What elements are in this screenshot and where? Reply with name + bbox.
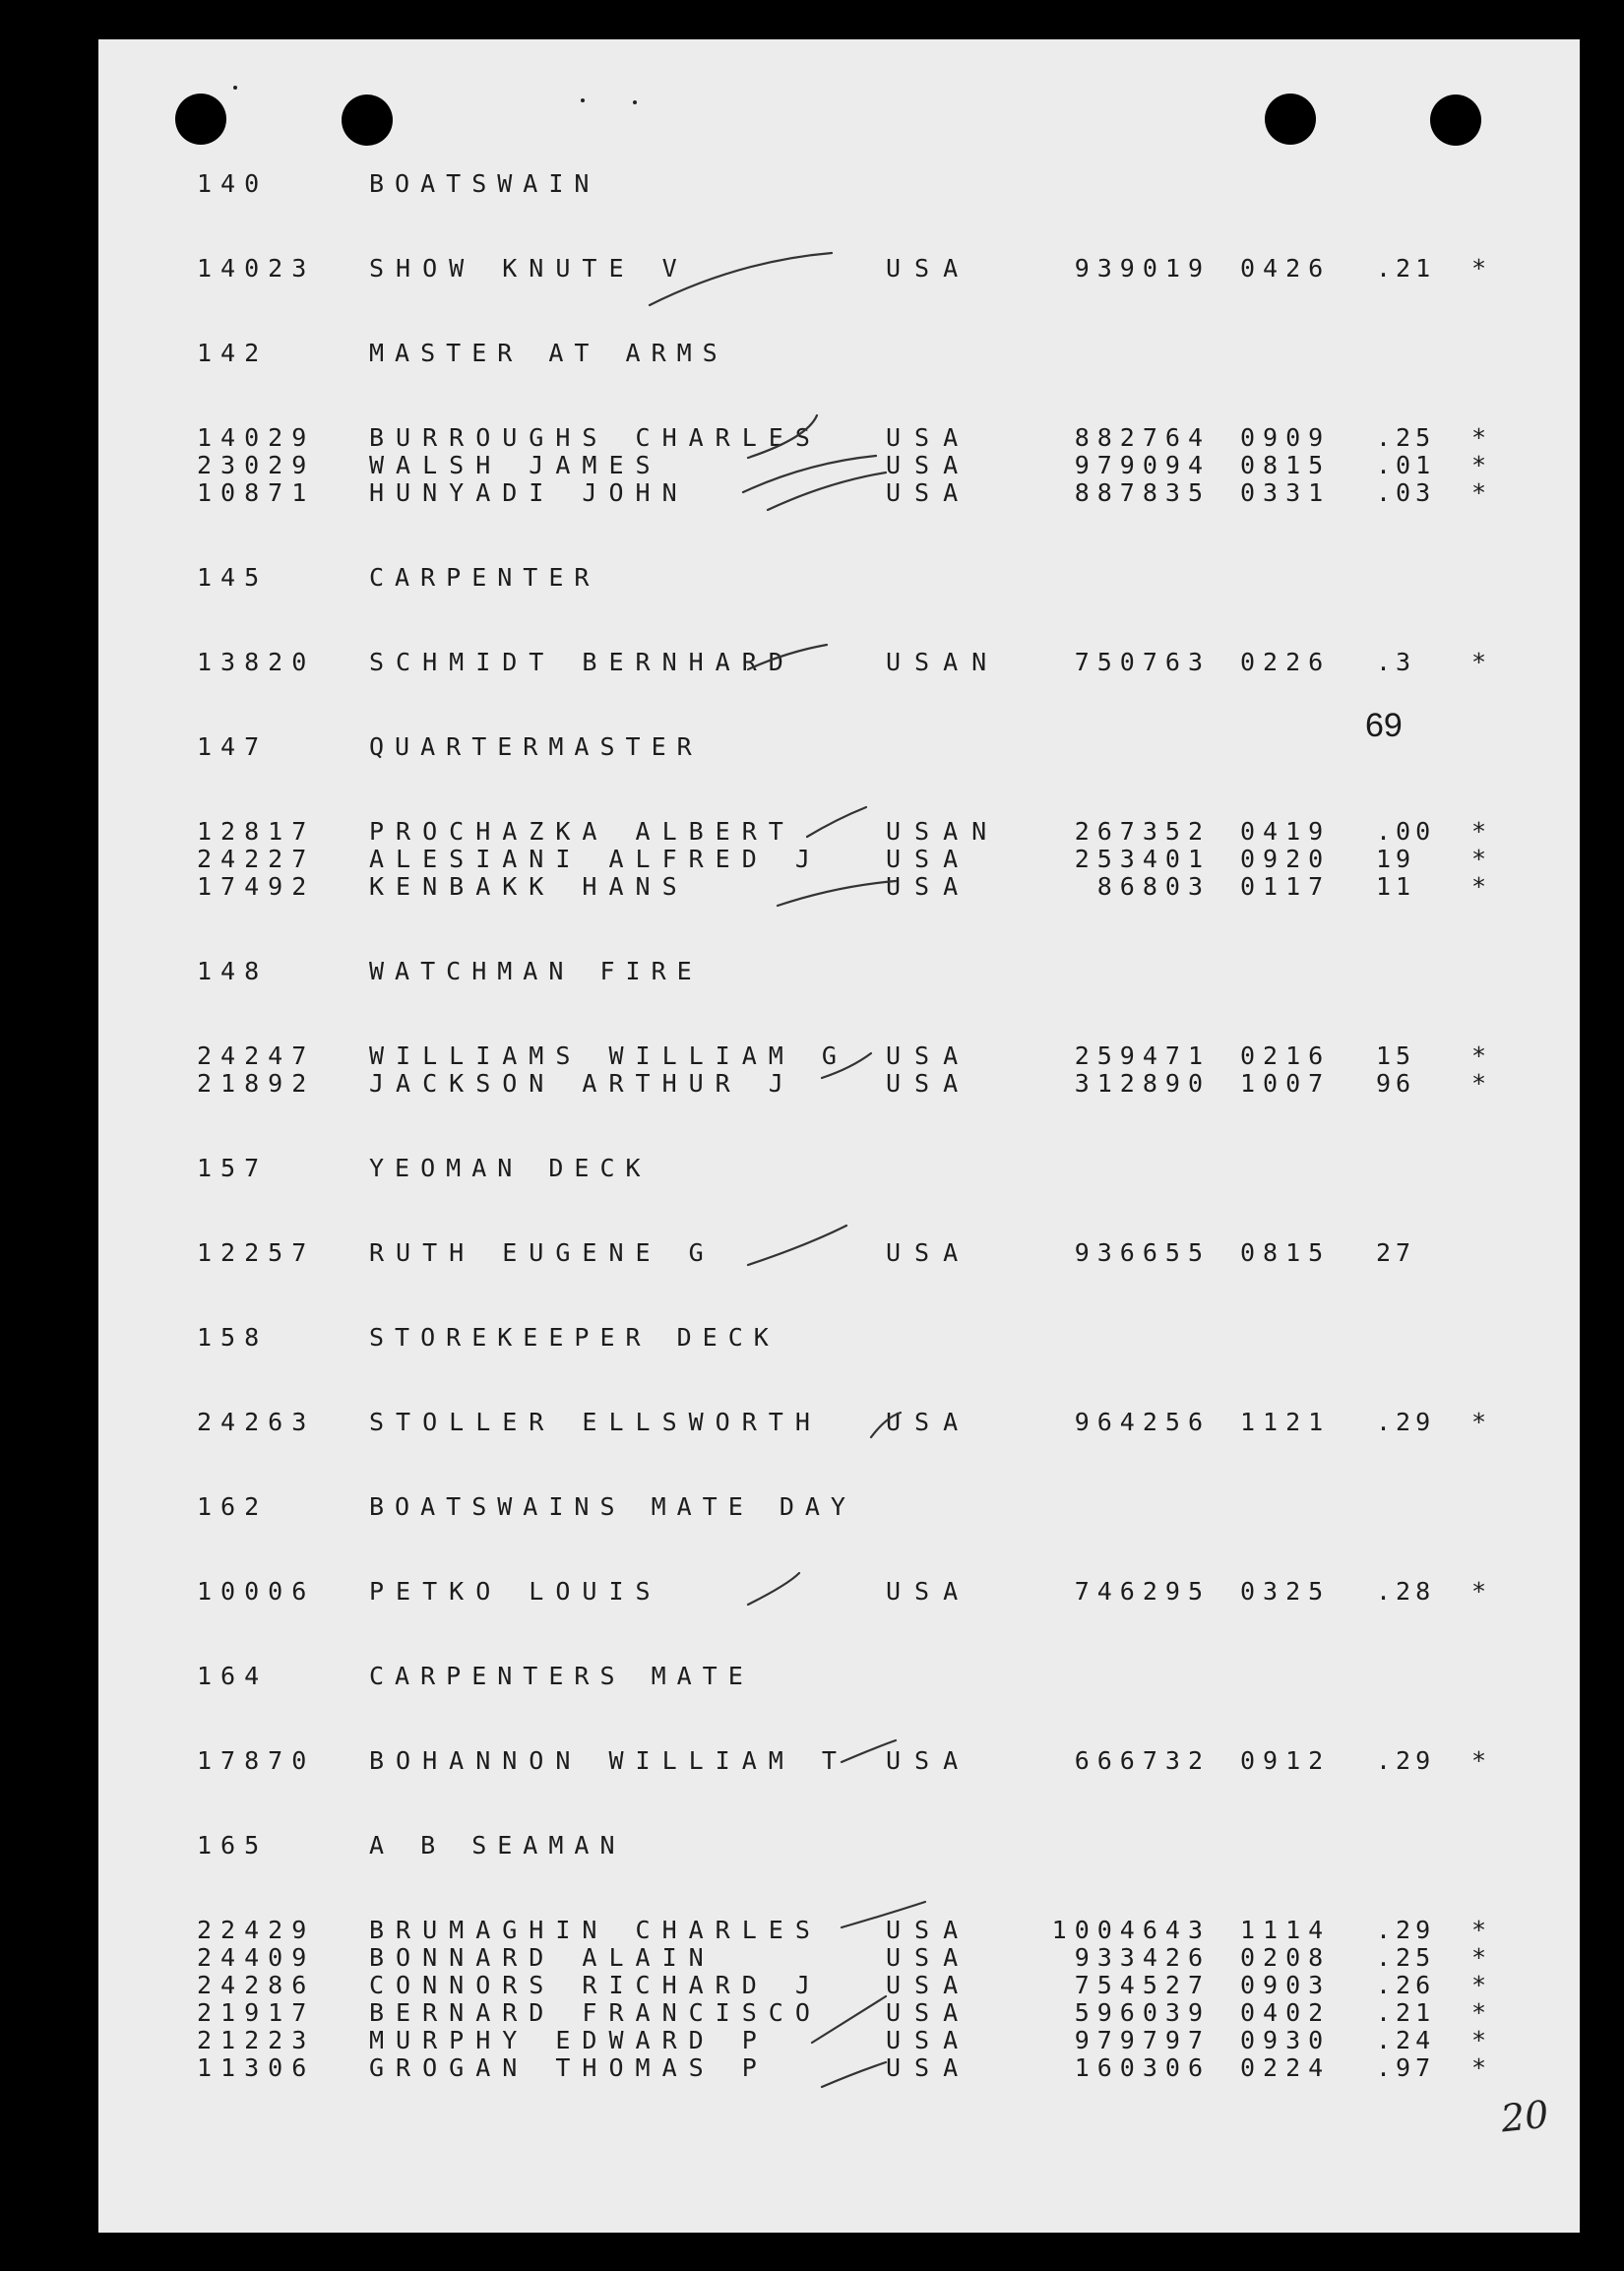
document-number: 596039 [1074,1998,1211,2027]
rating-code: 165 [197,1831,269,1860]
asterisk-mark: * [1471,1746,1487,1775]
crew-name: JACKSON ARTHUR J [369,1069,795,1098]
crew-row [98,1971,1580,2000]
nationality: USA [886,1943,972,1972]
rate-value: 96 [1376,1069,1416,1098]
rating-code: 147 [197,732,269,761]
crew-name: MURPHY EDWARD P [369,2026,769,2054]
check-marks [98,39,1580,2233]
crew-id: 17492 [197,872,316,901]
ink-speck [581,98,585,102]
rate-value: .3 [1376,648,1416,676]
nationality: USA [886,1916,972,1944]
crew-id: 24247 [197,1041,316,1070]
crew-name: BURROUGHS CHARLES [369,423,822,452]
crew-row [98,423,1580,453]
section-header [98,957,1580,986]
date-code: 0815 [1240,1238,1332,1267]
crew-name: GROGAN THOMAS P [369,2053,769,2082]
nationality: USA [886,1238,972,1267]
document-number: 312890 [1074,1069,1211,1098]
crew-id: 11306 [197,2053,316,2082]
rating-code: 148 [197,957,269,985]
crew-name: WALSH JAMES [369,451,662,479]
date-code: 1114 [1240,1916,1332,1944]
asterisk-mark: * [1471,423,1487,452]
date-code: 0117 [1240,872,1332,901]
crew-id: 21223 [197,2026,316,2054]
crew-id: 21917 [197,1998,316,2027]
crew-id: 14029 [197,423,316,452]
rate-value: .25 [1376,423,1436,452]
crew-id: 23029 [197,451,316,479]
date-code: 0226 [1240,648,1332,676]
rate-value: .24 [1376,2026,1436,2054]
asterisk-mark: * [1471,1069,1487,1098]
section-header [98,169,1580,199]
asterisk-mark: * [1471,451,1487,479]
rating-title: A B SEAMAN [369,1831,626,1860]
crew-row [98,872,1580,902]
crew-id: 10006 [197,1577,316,1606]
document-number: 267352 [1074,817,1211,846]
handwritten-corner-mark: 20 [1498,2092,1551,2141]
rate-value: 11 [1376,872,1416,901]
nationality: USA [886,254,972,283]
rate-value: .29 [1376,1916,1436,1944]
rate-value: .21 [1376,254,1436,283]
asterisk-mark: * [1471,1943,1487,1972]
document-number: 259471 [1074,1041,1211,1070]
rate-value: .25 [1376,1943,1436,1972]
asterisk-mark: * [1471,2053,1487,2082]
section-header [98,732,1580,762]
nationality: USA [886,1746,972,1775]
binder-hole [1265,94,1316,145]
crew-id: 14023 [197,254,316,283]
document-number: 979797 [1074,2026,1211,2054]
rating-code: 142 [197,339,269,367]
crew-name: STOLLER ELLSWORTH [369,1408,822,1436]
document-page [98,39,1580,2233]
crew-row [98,2053,1580,2083]
crew-row [98,1577,1580,1607]
crew-id: 24263 [197,1408,316,1436]
crew-id: 12257 [197,1238,316,1267]
crew-row [98,1746,1580,1776]
document-number: 964256 [1074,1408,1211,1436]
rate-value: 15 [1376,1041,1416,1070]
rating-title: CARPENTERS MATE [369,1662,754,1690]
document-number: 160306 [1074,2053,1211,2082]
nationality: USA [886,845,972,873]
nationality: USA [886,2026,972,2054]
crew-row [98,1041,1580,1071]
rate-value: .03 [1376,478,1436,507]
nationality: USA [886,1998,972,2027]
document-number: 933426 [1074,1943,1211,1972]
page-number: 69 [1365,707,1403,744]
asterisk-mark: * [1471,648,1487,676]
crew-id: 22429 [197,1916,316,1944]
crew-name: PROCHAZKA ALBERT [369,817,795,846]
binder-hole [175,94,226,145]
asterisk-mark: * [1471,1408,1487,1436]
crew-row [98,1238,1580,1268]
date-code: 1007 [1240,1069,1332,1098]
crew-id: 24286 [197,1971,316,1999]
date-code: 1121 [1240,1408,1332,1436]
crew-row [98,1943,1580,1973]
rating-title: WATCHMAN FIRE [369,957,703,985]
document-number: 887835 [1074,478,1211,507]
ink-speck [633,100,637,104]
crew-name: HUNYADI JOHN [369,478,689,507]
section-header [98,339,1580,368]
date-code: 0224 [1240,2053,1332,2082]
rating-code: 162 [197,1492,269,1521]
asterisk-mark: * [1471,817,1487,846]
nationality: USA [886,451,972,479]
date-code: 0903 [1240,1971,1332,1999]
crew-row [98,1916,1580,1945]
date-code: 0208 [1240,1943,1332,1972]
crew-id: 21892 [197,1069,316,1098]
nationality: USA [886,872,972,901]
binder-hole [1430,95,1481,146]
rating-title: MASTER AT ARMS [369,339,728,367]
document-number: 882764 [1074,423,1211,452]
date-code: 0402 [1240,1998,1332,2027]
nationality: USA [886,2053,972,2082]
asterisk-mark: * [1471,1916,1487,1944]
nationality: USA [886,1971,972,1999]
document-number: 750763 [1074,648,1211,676]
document-number: 754527 [1074,1971,1211,1999]
crew-row [98,845,1580,874]
rate-value: .00 [1376,817,1436,846]
asterisk-mark: * [1471,478,1487,507]
rate-value: 19 [1376,845,1416,873]
crew-id: 12817 [197,817,316,846]
section-header [98,1662,1580,1691]
rating-code: 157 [197,1154,269,1182]
document-number: 666732 [1074,1746,1211,1775]
rating-title: STOREKEEPER DECK [369,1323,780,1352]
rate-value: .29 [1376,1746,1436,1775]
document-number: 936655 [1074,1238,1211,1267]
crew-name: BONNARD ALAIN [369,1943,716,1972]
crew-name: KENBAKK HANS [369,872,689,901]
date-code: 0331 [1240,478,1332,507]
date-code: 0426 [1240,254,1332,283]
rating-title: YEOMAN DECK [369,1154,652,1182]
nationality: USA [886,1408,972,1436]
section-header [98,563,1580,593]
rate-value: .97 [1376,2053,1436,2082]
document-number: 746295 [1074,1577,1211,1606]
nationality: USAN [886,817,1001,846]
crew-name: BOHANNON WILLIAM T [369,1746,848,1775]
asterisk-mark: * [1471,845,1487,873]
document-number: 253401 [1074,845,1211,873]
crew-id: 24409 [197,1943,316,1972]
rating-code: 140 [197,169,269,198]
crew-name: SCHMIDT BERNHARD [369,648,795,676]
crew-row [98,817,1580,847]
rate-value: .21 [1376,1998,1436,2027]
nationality: USA [886,423,972,452]
rate-value: .01 [1376,451,1436,479]
date-code: 0325 [1240,1577,1332,1606]
crew-name: PETKO LOUIS [369,1577,662,1606]
date-code: 0912 [1240,1746,1332,1775]
crew-row [98,648,1580,677]
section-header [98,1323,1580,1353]
rate-value: .29 [1376,1408,1436,1436]
nationality: USA [886,1577,972,1606]
crew-name: BERNARD FRANCISCO [369,1998,822,2027]
nationality: USA [886,1069,972,1098]
date-code: 0909 [1240,423,1332,452]
nationality: USAN [886,648,1001,676]
section-header [98,1154,1580,1183]
crew-name: CONNORS RICHARD J [369,1971,822,1999]
binder-hole [342,95,393,146]
crew-name: RUTH EUGENE G [369,1238,716,1267]
crew-name: BRUMAGHIN CHARLES [369,1916,822,1944]
crew-id: 24227 [197,845,316,873]
rate-value: .28 [1376,1577,1436,1606]
asterisk-mark: * [1471,2026,1487,2054]
asterisk-mark: * [1471,1998,1487,2027]
date-code: 0216 [1240,1041,1332,1070]
date-code: 0419 [1240,817,1332,846]
crew-name: ALESIANI ALFRED J [369,845,822,873]
rate-value: .26 [1376,1971,1436,1999]
rating-title: QUARTERMASTER [369,732,703,761]
crew-id: 17870 [197,1746,316,1775]
asterisk-mark: * [1471,872,1487,901]
document-number: 939019 [1074,254,1211,283]
date-code: 0920 [1240,845,1332,873]
section-header [98,1492,1580,1522]
crew-row [98,254,1580,284]
ink-speck [233,86,237,90]
rating-code: 164 [197,1662,269,1690]
asterisk-mark: * [1471,1971,1487,1999]
crew-id: 13820 [197,648,316,676]
asterisk-mark: * [1471,1041,1487,1070]
date-code: 0930 [1240,2026,1332,2054]
rating-title: BOATSWAINS MATE DAY [369,1492,856,1521]
rating-code: 158 [197,1323,269,1352]
nationality: USA [886,1041,972,1070]
document-number: 1004643 [1051,1916,1211,1944]
crew-row [98,1069,1580,1099]
document-number: 86803 [1096,872,1211,901]
section-header [98,1831,1580,1861]
crew-row [98,2026,1580,2055]
rating-code: 145 [197,563,269,592]
date-code: 0815 [1240,451,1332,479]
asterisk-mark: * [1471,1577,1487,1606]
crew-row [98,451,1580,480]
crew-name: SHOW KNUTE V [369,254,689,283]
crew-name: WILLIAMS WILLIAM G [369,1041,848,1070]
crew-row [98,1408,1580,1437]
asterisk-mark: * [1471,254,1487,283]
crew-row [98,1998,1580,2028]
rating-title: CARPENTER [369,563,600,592]
nationality: USA [886,478,972,507]
crew-row [98,478,1580,508]
rate-value: 27 [1376,1238,1416,1267]
crew-id: 10871 [197,478,316,507]
rating-title: BOATSWAIN [369,169,600,198]
document-number: 979094 [1074,451,1211,479]
